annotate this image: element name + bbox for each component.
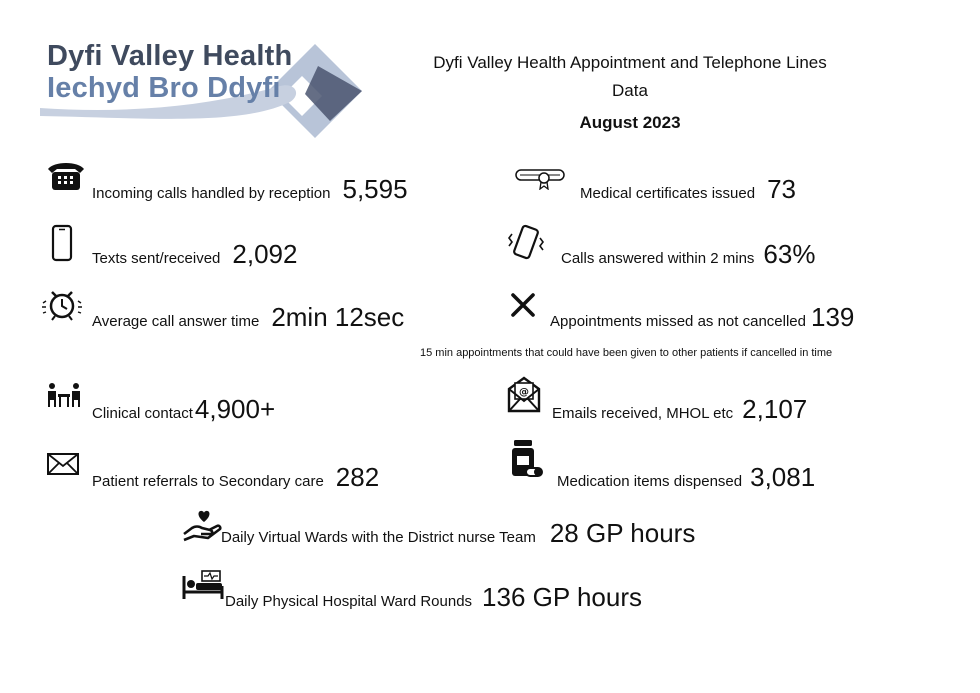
- vibrating-phone-icon: [506, 222, 546, 264]
- referrals-stat: [92, 462, 379, 493]
- incoming-calls-label: Incoming calls handled by reception: [92, 185, 331, 202]
- consultation-icon: [46, 382, 82, 408]
- hospital-rounds-value: 136 GP hours: [482, 582, 643, 612]
- medicine-bottle-icon: [510, 438, 544, 480]
- clinical-contact-stat: [92, 394, 275, 425]
- mobile-phone-icon: [51, 224, 73, 262]
- missed-appts-label: Appointments missed as not cancelled: [550, 313, 806, 330]
- certificate-icon: [514, 166, 566, 190]
- calls-2min-label: Calls answered within 2 mins: [561, 250, 755, 267]
- emails-stat: [552, 394, 807, 425]
- emails-label: Emails received, MHOL etc: [552, 405, 734, 422]
- texts-stat: [92, 239, 297, 270]
- incoming-calls-stat: [92, 174, 408, 205]
- certificates-stat: [580, 174, 796, 205]
- referrals-label: Patient referrals to Secondary care: [92, 473, 324, 490]
- alarm-clock-icon: [40, 289, 84, 321]
- hospital-rounds-label: Daily Physical Hospital Ward Rounds: [225, 593, 473, 610]
- medication-stat: [557, 462, 815, 493]
- clinical-contact-value: 4,900+: [194, 394, 276, 424]
- telephone-icon: [46, 160, 86, 192]
- hospital-rounds-stat: [225, 582, 642, 613]
- texts-value: 2,092: [232, 239, 298, 269]
- email-icon: [506, 375, 542, 413]
- svg-text:@: @: [519, 387, 529, 398]
- hand-heart-icon: [182, 508, 222, 542]
- avg-answer-label: Average call answer time: [92, 313, 260, 330]
- medication-label: Medication items dispensed: [557, 473, 743, 490]
- medication-value: 3,081: [750, 462, 816, 492]
- incoming-calls-value: 5,595: [342, 174, 408, 204]
- page-title-line2: Data: [612, 81, 648, 100]
- logo-text-welsh: Iechyd Bro Ddyfi: [47, 72, 281, 104]
- page-title-line1: Dyfi Valley Health Appointment and Telephone Lines: [433, 53, 827, 72]
- virtual-wards-stat: [221, 518, 695, 549]
- envelope-icon: [46, 452, 80, 476]
- avg-answer-stat: [92, 302, 404, 333]
- texts-label: Texts sent/received: [92, 250, 221, 267]
- virtual-wards-label: Daily Virtual Wards with the District nurse Team: [221, 529, 536, 546]
- emails-value: 2,107: [742, 394, 808, 424]
- missed-appts-value: 139: [810, 302, 855, 332]
- clinical-contact-label: Clinical contact: [92, 405, 193, 422]
- logo-text-english: Dyfi Valley Health: [47, 40, 293, 72]
- page-title: [390, 49, 870, 105]
- referrals-value: 282: [335, 462, 380, 492]
- cross-icon: [510, 292, 536, 318]
- period-label: August 2023: [579, 113, 681, 132]
- avg-answer-value: 2min 12sec: [271, 302, 405, 332]
- calls-2min-stat: [561, 239, 815, 270]
- hospital-bed-icon: [182, 570, 224, 600]
- certificates-label: Medical certificates issued: [580, 185, 756, 202]
- missed-appts-note: 15 min appointments that could have been given to other patients if cancelled in time: [420, 347, 833, 359]
- virtual-wards-value: 28 GP hours: [549, 518, 696, 548]
- missed-appts-stat: [550, 302, 854, 333]
- certificates-value: 73: [767, 174, 796, 204]
- calls-2min-value: 63%: [763, 239, 816, 269]
